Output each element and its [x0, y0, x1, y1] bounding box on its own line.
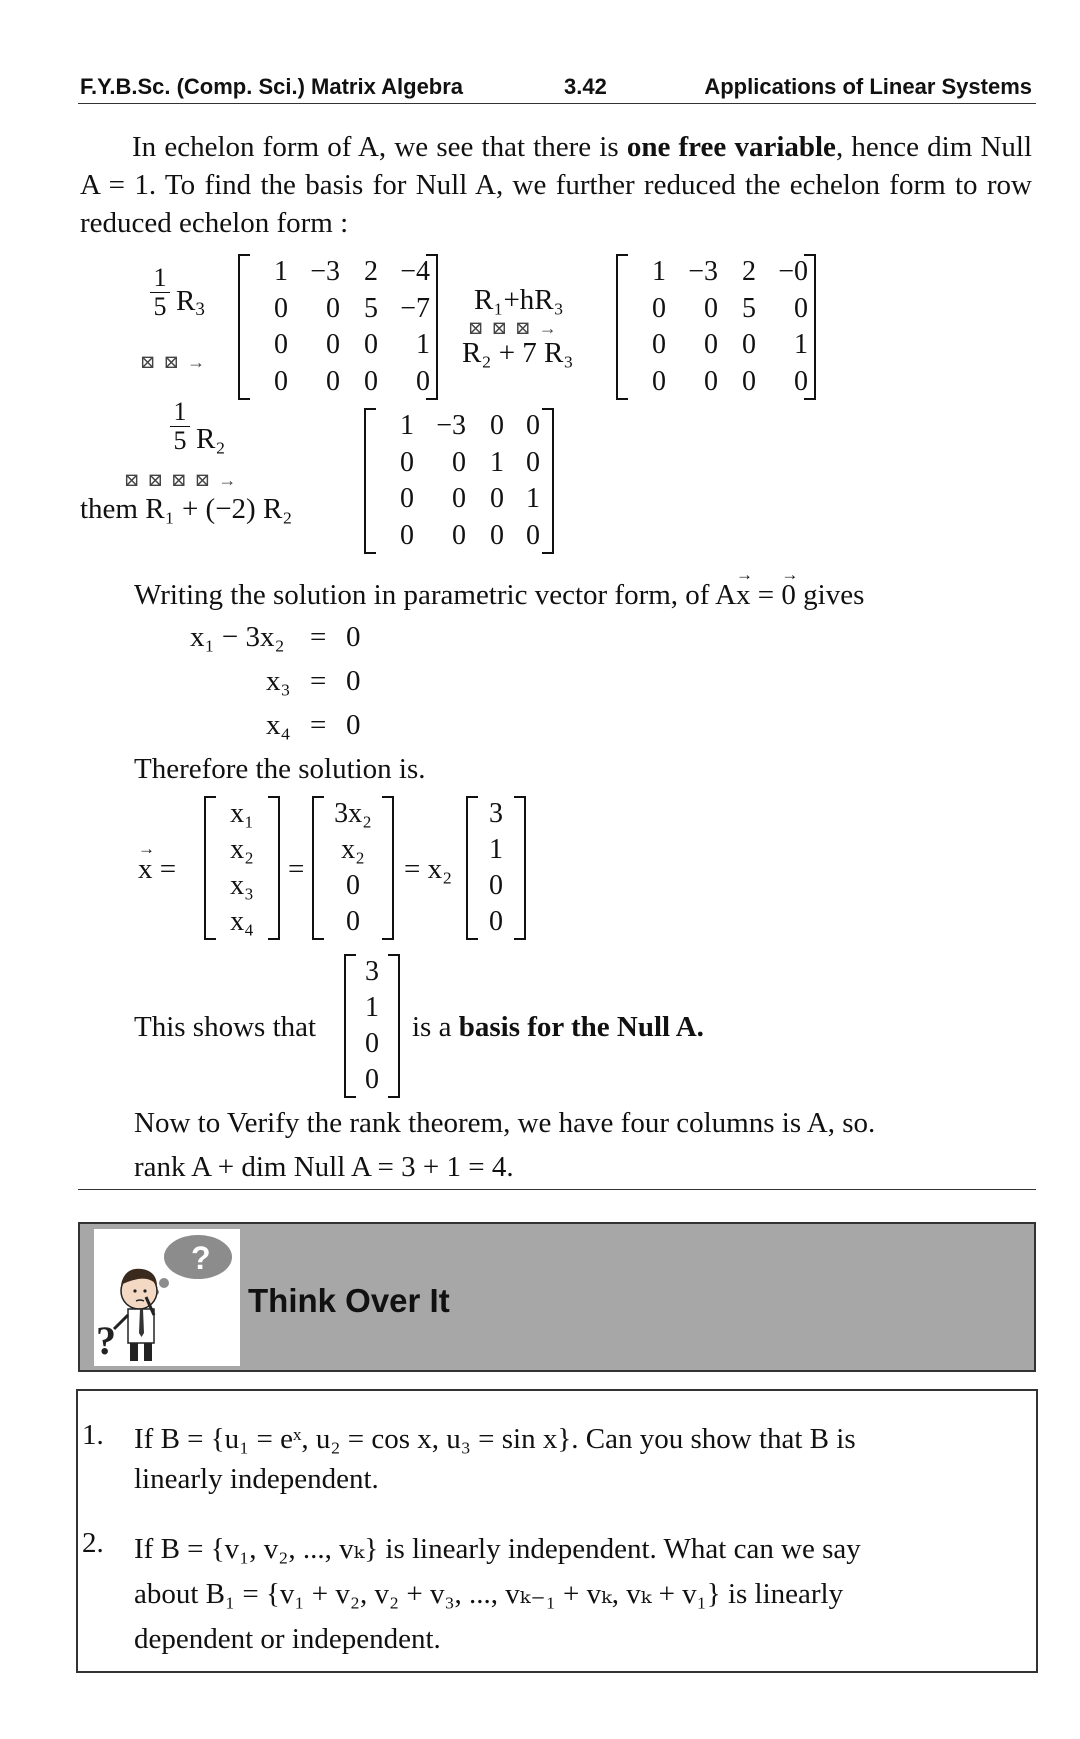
matrix-entry: 0	[742, 329, 756, 361]
matrix-entry: 0	[326, 292, 340, 324]
question-1-line-1: If B = {u₁ = eˣ, u₂ = cos x, u₃ = sin x}. Can you show that B is	[134, 1423, 856, 1455]
question-1-line-2: linearly independent.	[134, 1463, 379, 1495]
solution-vec-2	[312, 796, 394, 940]
intro-text-1: In echelon form of A, we see that there is	[132, 131, 627, 163]
vector-entry: 0	[365, 1028, 379, 1059]
equation-1-lhs: x₁ − 3x₂	[190, 621, 285, 653]
matrix-entry: 0	[326, 365, 340, 397]
vector-entry: 0	[346, 870, 360, 901]
step2-fraction	[170, 398, 190, 455]
matrix-entry: −3	[310, 256, 340, 288]
equation-3-rhs: 0	[346, 709, 361, 741]
step1-frac-den: 5	[153, 292, 167, 321]
matrix-entry: 0	[794, 292, 808, 324]
step2-op-line2: them R₁ + (−2) R₂	[80, 493, 293, 525]
matrix-entry: −4	[400, 256, 430, 288]
chapter-title: Applications of Linear Systems	[704, 74, 1032, 99]
step2-matrix	[364, 408, 554, 554]
svg-text:?: ?	[96, 1318, 116, 1363]
question-2-line-2: about B₁ = {v₁ + v₂, v₂ + v₃, ..., vₖ₋₁ + vₖ, vₖ + v₁} is linearly	[134, 1578, 844, 1610]
vector-entry: 0	[489, 870, 503, 901]
vector-entry: 3	[489, 798, 503, 829]
solution-intro-end: gives	[795, 579, 865, 611]
think-over-it-banner	[78, 1222, 1036, 1372]
matrix-entry: 0	[652, 329, 666, 361]
basis-prefix: This shows that	[134, 1011, 317, 1043]
question-1-text	[134, 1419, 1024, 1499]
step1-op2-arrow: ⊠ ⊠ ⊠ →	[468, 318, 559, 338]
section-rule	[78, 1189, 1036, 1190]
step2-frac-num: 1	[170, 398, 190, 427]
matrix-entry: 5	[742, 292, 756, 324]
matrix-entry: −0	[778, 256, 808, 288]
matrix-entry: 0	[794, 365, 808, 397]
matrix-entry: 0	[326, 329, 340, 361]
matrix-entry: 0	[364, 365, 378, 397]
matrix-entry: 0	[274, 292, 288, 324]
matrix-entry: 0	[490, 519, 504, 551]
matrix-entry: 1	[526, 483, 540, 515]
book-title: F.Y.B.Sc. (Comp. Sci.) Matrix Algebra	[80, 74, 464, 99]
matrix-entry: −3	[436, 410, 466, 442]
basis-statement	[412, 1010, 704, 1044]
matrix-entry: 2	[742, 256, 756, 288]
matrix-entry: 0	[400, 483, 414, 515]
step1-matrix	[238, 254, 438, 400]
step1-op-sub: 3	[195, 299, 205, 320]
matrix-entry: 0	[416, 365, 430, 397]
matrix-entry: 0	[400, 519, 414, 551]
solution-intro	[134, 578, 864, 612]
vector-entry: 1	[365, 992, 379, 1023]
question-bubble-text: ?	[191, 1240, 211, 1276]
vector-entry: 3x₂	[334, 798, 372, 829]
vector-entry: x₃	[230, 870, 254, 901]
solution-intro-eq: =	[750, 579, 782, 611]
header-rule	[78, 103, 1036, 104]
basis-vector	[344, 954, 400, 1098]
step1-frac-num: 1	[150, 264, 170, 293]
intro-bold: one free variable	[626, 131, 836, 163]
thinking-man-illustration	[94, 1229, 240, 1366]
question-1-number: 1.	[82, 1419, 104, 1451]
matrix-entry: 0	[526, 446, 540, 478]
solution-intro-text: Writing the solution in parametric vector form, of A	[134, 579, 737, 611]
matrix-entry: 0	[652, 365, 666, 397]
step1-op-r: R	[176, 285, 196, 317]
matrix-entry: 0	[704, 292, 718, 324]
equation-1-sign: =	[310, 621, 327, 653]
step1-result-matrix	[616, 254, 816, 400]
vector-entry: x₂	[230, 834, 254, 865]
matrix-entry: 0	[490, 410, 504, 442]
matrix-entry: 1	[400, 410, 414, 442]
matrix-entry: 0	[652, 292, 666, 324]
intro-text-2: , hence dim Null A = 1. To find the basis for Null A, we further reduced the echelon form to row reduced echelon form :	[80, 131, 1032, 239]
step1-arrow: ⊠ ⊠ →	[140, 352, 208, 372]
matrix-entry: 0	[704, 329, 718, 361]
matrix-entry: 0	[526, 410, 540, 442]
step2-op: R₂	[196, 423, 226, 455]
vector-entry: 0	[346, 906, 360, 937]
vector-entry: 3	[365, 956, 379, 987]
matrix-entry: −3	[688, 256, 718, 288]
matrix-entry: 1	[274, 256, 288, 288]
matrix-entry: 0	[452, 519, 466, 551]
vector-entry: 0	[365, 1064, 379, 1095]
solution-intro-zerovec: → 0	[781, 578, 796, 612]
matrix-entry: 1	[652, 256, 666, 288]
page-number: 3.42	[564, 74, 607, 99]
matrix-entry: 1	[416, 329, 430, 361]
vector-entry: 1	[489, 834, 503, 865]
matrix-entry: 5	[364, 292, 378, 324]
matrix-entry: 0	[742, 365, 756, 397]
xvec-symbol: → x	[138, 852, 153, 886]
solution-vec-1	[204, 796, 280, 940]
vector-entry: x₁	[230, 798, 254, 829]
basis-mid: is a	[412, 1011, 459, 1043]
question-2-line-3: dependent or independent.	[134, 1623, 441, 1655]
matrix-entry: −7	[400, 292, 430, 324]
think-over-it-title: Think Over It	[248, 1282, 450, 1319]
equation-3-sign: =	[310, 709, 327, 741]
xvec-label: → x =	[138, 852, 176, 886]
step1-op2-line2: R₂ + 7 R₃	[462, 337, 574, 369]
coefficient-x2: = x₂	[404, 853, 453, 885]
vector-entry: x₂	[341, 834, 365, 865]
question-2-number: 2.	[82, 1527, 104, 1559]
step1-op	[176, 284, 205, 327]
matrix-entry: 0	[490, 483, 504, 515]
matrix-entry: 0	[364, 329, 378, 361]
matrix-entry: 0	[274, 365, 288, 397]
therefore-text: Therefore the solution is.	[134, 753, 426, 785]
basis-bold: basis for the Null A.	[458, 1011, 704, 1043]
matrix-entry: 0	[274, 329, 288, 361]
equation-1-rhs: 0	[346, 621, 361, 653]
matrix-entry: 0	[452, 446, 466, 478]
step1-fraction	[150, 264, 170, 321]
vec-equals-1: =	[288, 853, 305, 885]
matrix-entry: 0	[400, 446, 414, 478]
matrix-entry: 1	[794, 329, 808, 361]
step2-arrow: ⊠ ⊠ ⊠ ⊠ →	[124, 470, 239, 490]
matrix-entry: 2	[364, 256, 378, 288]
step2-frac-den: 5	[173, 426, 187, 455]
questions-box	[76, 1389, 1038, 1673]
equation-2-sign: =	[310, 665, 327, 697]
matrix-entry: 1	[490, 446, 504, 478]
equation-2-rhs: 0	[346, 665, 361, 697]
matrix-entry: 0	[704, 365, 718, 397]
vector-entry: 0	[489, 906, 503, 937]
rank-line-2: rank A + dim Null A = 3 + 1 = 4.	[134, 1151, 514, 1183]
intro-paragraph	[80, 128, 1032, 242]
equation-2-lhs: x₃	[266, 665, 291, 697]
solution-vec-3	[466, 796, 526, 940]
running-header	[78, 72, 1036, 104]
question-2-line-1: If B = {v₁, v₂, ..., vₖ} is linearly independent. What can we say	[134, 1533, 861, 1565]
rank-line-1: Now to Verify the rank theorem, we have four columns is A, so.	[134, 1107, 876, 1139]
step1-op2-line1: R₁+hR₃	[474, 284, 564, 316]
solution-intro-xvec: → x	[736, 578, 751, 612]
question-2-text	[134, 1527, 1024, 1662]
equation-3-lhs: x₄	[266, 709, 291, 741]
matrix-entry: 0	[526, 519, 540, 551]
vector-entry: x₄	[230, 906, 254, 937]
matrix-entry: 0	[452, 483, 466, 515]
